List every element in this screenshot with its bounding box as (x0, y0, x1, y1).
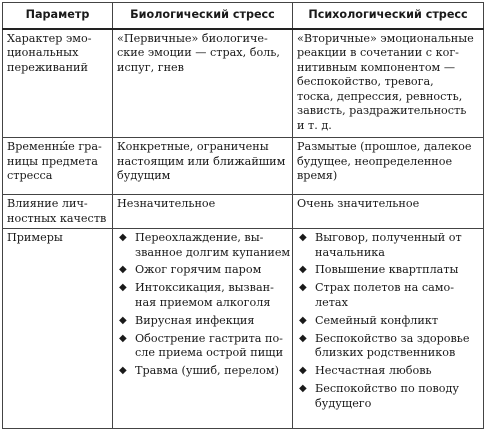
list-item-line: сле приема острой пищи (135, 346, 284, 360)
list-item (297, 364, 479, 379)
stress-comparison-table (2, 2, 484, 429)
cell-line: будущее, неопределенное (297, 154, 453, 168)
list-item-line: Переохлаждение, вы- (135, 231, 264, 244)
cell-line: зависть, раздражительность (297, 104, 467, 118)
cell-line: настоящим или ближайшим (117, 154, 286, 168)
cell-line: Размытые (прошлое, далекое (297, 140, 472, 153)
cell-line: Конкретные, ограничены (117, 140, 269, 153)
list-item (117, 314, 288, 329)
list-item-line: Страх полетов на само- (315, 281, 454, 295)
bullet-diamond-icon: ◆ (119, 264, 127, 276)
header-psychological-stress: Психологический стресс (293, 3, 484, 29)
psychological-cell (293, 138, 484, 195)
table-row (3, 195, 484, 229)
header-parameter: Параметр (3, 3, 113, 29)
parameter-cell (3, 229, 113, 429)
table-row (3, 29, 484, 138)
biological-cell (113, 29, 293, 138)
header-biological-stress: Биологический стресс (113, 3, 293, 29)
bullet-diamond-icon: ◆ (119, 314, 127, 326)
list-item (117, 281, 288, 310)
list-item-line: Травма (ушиб, перелом) (135, 364, 279, 378)
bullet-diamond-icon: ◆ (119, 282, 127, 294)
cell-line: стресса (7, 169, 53, 183)
bullet-diamond-icon: ◆ (299, 383, 307, 395)
cell-line: ностных качеств (7, 211, 107, 225)
list-item-line: будущего (315, 396, 372, 410)
list-item (297, 314, 479, 329)
cell-line: Очень значительное (297, 197, 420, 210)
bullet-diamond-icon: ◆ (299, 232, 307, 243)
cell-line: и т. д. (297, 119, 332, 133)
psychological-cell (293, 195, 484, 229)
cell-line: ские эмоции — страх, боль, (117, 46, 280, 60)
header-row (3, 3, 484, 29)
cell-line: Незначительное (117, 197, 216, 210)
cell-line: «Первичные» биологиче- (117, 31, 268, 45)
parameter-cell (3, 138, 113, 195)
list-item-line: Повышение квартплаты (315, 263, 459, 277)
list-item-line: летах (315, 295, 348, 309)
list-item (297, 382, 479, 411)
list-item (117, 332, 288, 361)
examples-row (3, 229, 484, 429)
cell-line: Влияние лич- (7, 197, 88, 210)
biological-examples-cell (113, 229, 293, 429)
list-item (297, 263, 479, 278)
list-item-line: ная приемом алкоголя (135, 295, 271, 309)
cell-line: ницы предмета (7, 154, 98, 168)
list-item-line: Несчастная любовь (315, 364, 432, 378)
list-item (117, 364, 288, 379)
parameter-cell (3, 29, 113, 138)
cell-line: реакции в сочетании с ког- (297, 46, 459, 60)
list-item-line: Беспокойство за здоровье (315, 331, 470, 345)
list-item (117, 231, 291, 260)
list-item-line: Ожог горячим паром (135, 263, 262, 277)
cell-line: тоска, депрессия, ревность, (297, 89, 463, 103)
bullet-diamond-icon: ◆ (119, 365, 127, 377)
list-item-line: Семейный конфликт (315, 313, 439, 327)
list-item-line: Выговор, полученный от (315, 231, 462, 244)
cell-line: переживаний (7, 60, 88, 74)
cell-line: нитивным компонентом — (297, 60, 456, 74)
list-item (117, 263, 288, 278)
list-item-line: начальника (315, 245, 385, 259)
biological-examples-list (117, 231, 291, 379)
cell-line: испуг, гнев (117, 60, 184, 74)
bullet-diamond-icon: ◆ (299, 282, 307, 294)
bullet-diamond-icon: ◆ (299, 314, 307, 326)
list-item (297, 231, 479, 260)
list-item-line: Беспокойство по поводу (315, 382, 459, 396)
parameter-cell (3, 195, 113, 229)
bullet-diamond-icon: ◆ (119, 232, 127, 243)
bullet-diamond-icon: ◆ (299, 365, 307, 377)
list-item-line: Обострение гастрита по- (135, 331, 283, 345)
table-row (3, 138, 484, 195)
list-item (297, 332, 479, 361)
biological-cell (113, 195, 293, 229)
list-item-line: Вирусная инфекция (135, 313, 255, 327)
cell-line: Характер эмо- (7, 31, 92, 45)
bullet-diamond-icon: ◆ (299, 332, 307, 344)
list-item-line: близких родственников (315, 346, 456, 360)
psychological-examples-cell (293, 229, 484, 429)
psychological-cell (293, 29, 484, 138)
list-item-line: званное долгим купанием (135, 245, 291, 259)
biological-cell (113, 138, 293, 195)
cell-line: циональных (7, 46, 79, 60)
cell-line: время) (297, 169, 338, 183)
cell-line: будущим (117, 169, 171, 183)
psychological-examples-list (297, 231, 479, 411)
bullet-diamond-icon: ◆ (119, 332, 127, 344)
examples-label: Примеры (7, 231, 63, 244)
list-item (297, 281, 479, 310)
bullet-diamond-icon: ◆ (299, 264, 307, 276)
list-item-line: Интоксикация, вызван- (135, 281, 274, 295)
cell-line: беспокойство, тревога, (297, 75, 434, 89)
cell-line: «Вторичные» эмоциональные (297, 31, 474, 45)
cell-line: Временны́е гра- (7, 140, 102, 153)
